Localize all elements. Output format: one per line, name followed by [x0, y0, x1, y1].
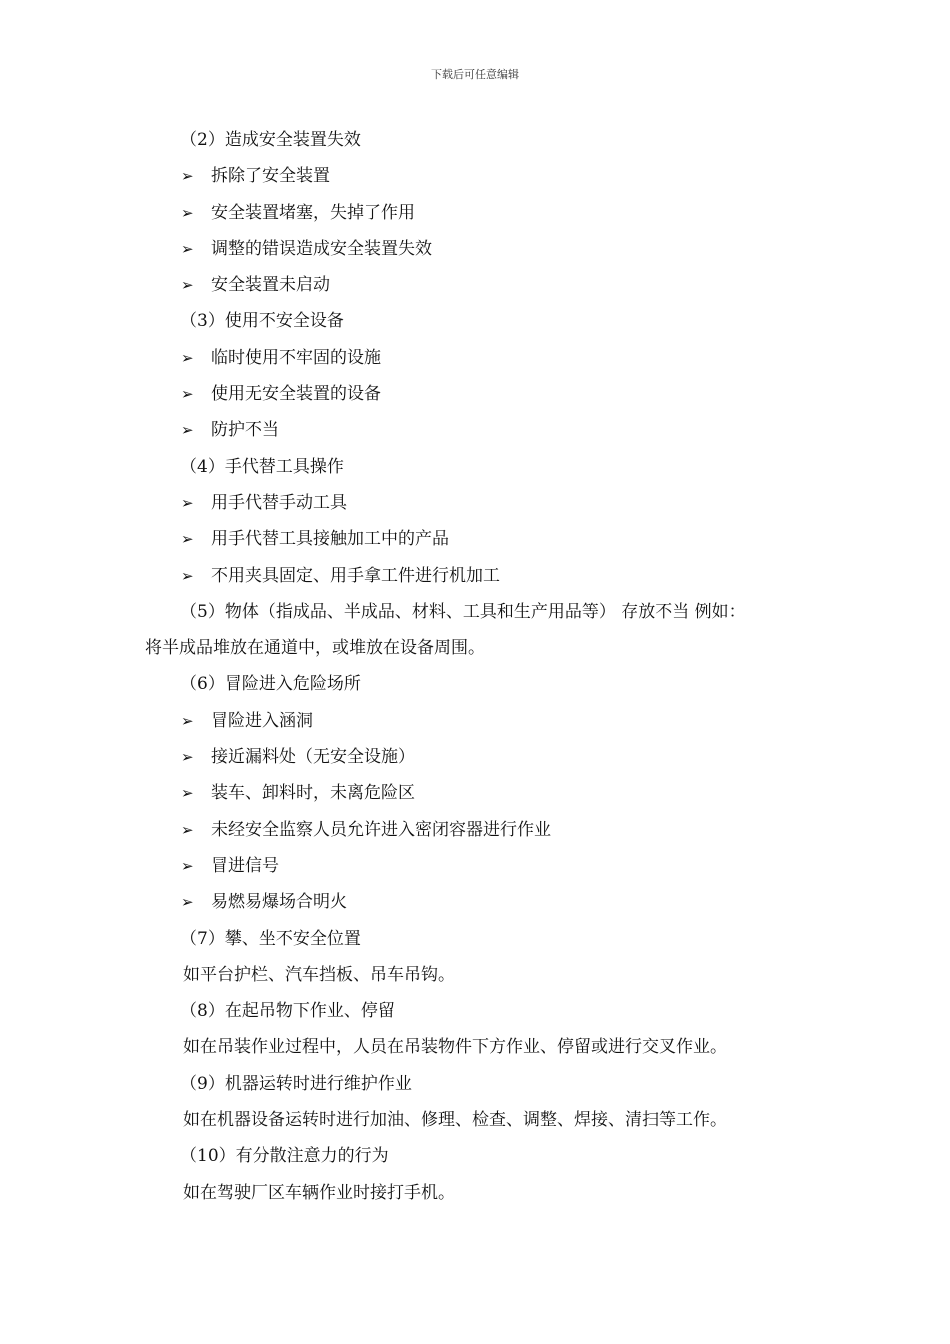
- arrow-bullet-icon: ➢: [181, 421, 194, 440]
- page-header: 下载后可任意编辑: [431, 68, 519, 81]
- line-text: 调整的错误造成安全装置失效: [211, 238, 432, 259]
- line-text: 冒进信号: [211, 855, 279, 876]
- section-heading: [0, 449, 950, 485]
- arrow-bullet-icon: ➢: [181, 748, 194, 767]
- line-text: 如在吊装作业过程中，人员在吊装物件下方作业、停留或进行交叉作业。: [183, 1037, 727, 1058]
- bullet-item: [0, 558, 950, 594]
- bullet-item: [0, 376, 950, 412]
- line-text: （9）机器运转时进行维护作业: [180, 1073, 412, 1094]
- line-text: 使用无安全装置的设备: [211, 384, 381, 405]
- paragraph-text: [0, 630, 950, 666]
- section-heading: [0, 921, 950, 957]
- bullet-item: [0, 231, 950, 267]
- section-heading: [0, 1066, 950, 1102]
- section-heading: [0, 594, 950, 630]
- section-heading: [0, 666, 950, 702]
- line-text: 将半成品堆放在通道中，或堆放在设备周围。: [145, 638, 485, 659]
- arrow-bullet-icon: ➢: [181, 203, 194, 222]
- bullet-item: [0, 267, 950, 303]
- bullet-item: [0, 703, 950, 739]
- bullet-item: [0, 848, 950, 884]
- arrow-bullet-icon: ➢: [181, 856, 194, 875]
- line-text: （6）冒险进入危险场所: [180, 674, 361, 695]
- line-text: （4）手代替工具操作: [180, 456, 344, 477]
- section-heading: [0, 1138, 950, 1174]
- line-text: 用手代替手动工具: [211, 492, 347, 513]
- line-text: （10）有分散注意力的行为: [180, 1146, 389, 1167]
- paragraph-text: [0, 1029, 950, 1065]
- arrow-bullet-icon: ➢: [181, 239, 194, 258]
- line-text: 防护不当: [211, 420, 279, 441]
- line-text: 用手代替工具接触加工中的产品: [211, 529, 449, 550]
- paragraph-text: [0, 957, 950, 993]
- bullet-item: [0, 485, 950, 521]
- line-text: 临时使用不牢固的设施: [211, 347, 381, 368]
- section-heading: [0, 122, 950, 158]
- arrow-bullet-icon: ➢: [181, 493, 194, 512]
- line-text: 接近漏料处（无安全设施）: [211, 747, 415, 768]
- line-text: （3）使用不安全设备: [180, 311, 344, 332]
- arrow-bullet-icon: ➢: [181, 167, 194, 186]
- line-text: 如在机器设备运转时进行加油、修理、检查、调整、焊接、清扫等工作。: [183, 1110, 727, 1131]
- section-heading: [0, 303, 950, 339]
- line-text: 冒险进入涵洞: [211, 710, 313, 731]
- arrow-bullet-icon: ➢: [181, 566, 194, 585]
- arrow-bullet-icon: ➢: [181, 348, 194, 367]
- arrow-bullet-icon: ➢: [181, 784, 194, 803]
- bullet-item: [0, 195, 950, 231]
- bullet-item: [0, 884, 950, 920]
- bullet-item: [0, 412, 950, 448]
- bullet-item: [0, 775, 950, 811]
- bullet-item: [0, 739, 950, 775]
- bullet-item: [0, 521, 950, 557]
- arrow-bullet-icon: ➢: [181, 276, 194, 295]
- line-text: 安全装置未启动: [211, 275, 330, 296]
- line-text: 如在驾驶厂区车辆作业时接打手机。: [183, 1182, 455, 1203]
- line-text: （8）在起吊物下作业、停留: [180, 1001, 395, 1022]
- line-text: 装车、卸料时，未离危险区: [211, 783, 415, 804]
- arrow-bullet-icon: ➢: [181, 530, 194, 549]
- arrow-bullet-icon: ➢: [181, 711, 194, 730]
- line-text: （7）攀、坐不安全位置: [180, 928, 361, 949]
- line-text: （2）造成安全装置失效: [180, 130, 361, 150]
- line-text: 拆除了安全装置: [211, 166, 330, 187]
- arrow-bullet-icon: ➢: [181, 893, 194, 912]
- document-body: [0, 122, 950, 1211]
- bullet-item: [0, 340, 950, 376]
- line-text: 易燃易爆场合明火: [211, 892, 347, 913]
- line-text: 如平台护栏、汽车挡板、吊车吊钩。: [183, 964, 455, 985]
- paragraph-text: [0, 1102, 950, 1138]
- bullet-item: [0, 158, 950, 194]
- section-heading: [0, 993, 950, 1029]
- line-text: 未经安全监察人员允许进入密闭容器进行作业: [211, 819, 551, 840]
- line-text: （5）物体（指成品、半成品、材料、工具和生产用品等） 存放不当 例如：: [180, 601, 746, 622]
- bullet-item: [0, 812, 950, 848]
- line-text: 安全装置堵塞，失掉了作用: [211, 202, 415, 223]
- arrow-bullet-icon: ➢: [181, 385, 194, 404]
- line-text: 不用夹具固定、用手拿工件进行机加工: [211, 565, 500, 586]
- arrow-bullet-icon: ➢: [181, 820, 194, 839]
- paragraph-text: [0, 1175, 950, 1211]
